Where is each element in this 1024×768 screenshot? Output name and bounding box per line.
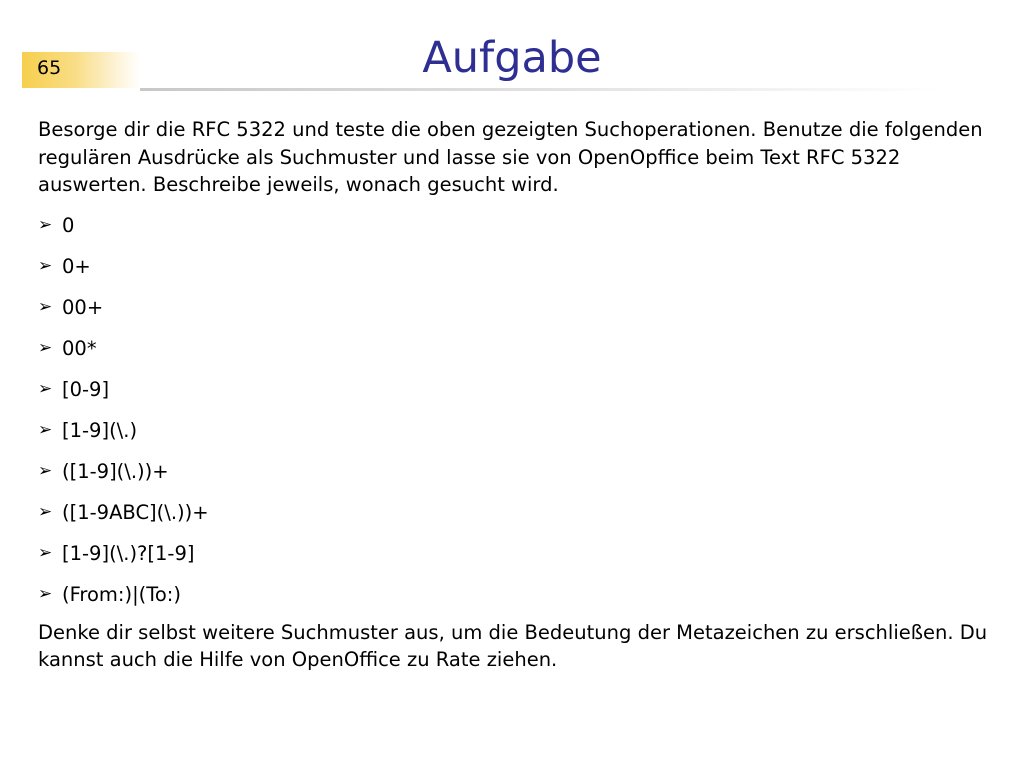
list-item [38,492,988,533]
pattern-text: 0+ [62,254,91,278]
arrow-bullet-icon: ➢ [38,337,53,358]
pattern-text: 0 [62,213,75,237]
outro-paragraph: Denke dir selbst weitere Suchmuster aus, um die Bedeutung der Metazeichen zu erschließen. Du kannst auch die Hilfe von OpenOffice zu Rate ziehen. [38,620,988,671]
arrow-bullet-icon: ➢ [38,214,53,235]
intro-paragraph: Besorge dir die RFC 5322 und teste die oben gezeigten Suchoperationen. Benutze die folgenden regulären Ausdrücke als Suchmuster und lasse sie von OpenOpffice beim Text RFC 5322 auswerten. Beschreibe jeweils, wonach gesucht wird. [38,118,983,196]
slide-number: 65 [37,57,62,79]
slide-title: Aufgabe [422,33,602,83]
arrow-bullet-icon: ➢ [38,542,53,563]
pattern-text: 00* [62,336,97,360]
list-item [38,287,988,328]
list-item [38,574,988,615]
arrow-bullet-icon: ➢ [38,296,53,317]
arrow-bullet-icon: ➢ [38,419,53,440]
list-item [38,369,988,410]
arrow-bullet-icon: ➢ [38,378,53,399]
pattern-text: [0-9] [62,377,110,401]
list-item [38,246,988,287]
pattern-text: [1-9](\.) [62,418,138,442]
pattern-text: ([1-9](\.))+ [62,459,169,483]
list-item [38,410,988,451]
pattern-text: ([1-9ABC](\.))+ [62,500,209,524]
title-divider [140,88,940,91]
pattern-text: 00+ [62,295,104,319]
pattern-list [38,205,988,615]
arrow-bullet-icon: ➢ [38,255,53,276]
pattern-text: [1-9](\.)?[1-9] [62,541,195,565]
list-item [38,205,988,246]
arrow-bullet-icon: ➢ [38,460,53,481]
slide-body [38,116,988,674]
list-item [38,533,988,574]
arrow-bullet-icon: ➢ [38,583,53,604]
pattern-text: (From:)|(To:) [62,582,181,606]
arrow-bullet-icon: ➢ [38,501,53,522]
list-item [38,451,988,492]
list-item [38,328,988,369]
